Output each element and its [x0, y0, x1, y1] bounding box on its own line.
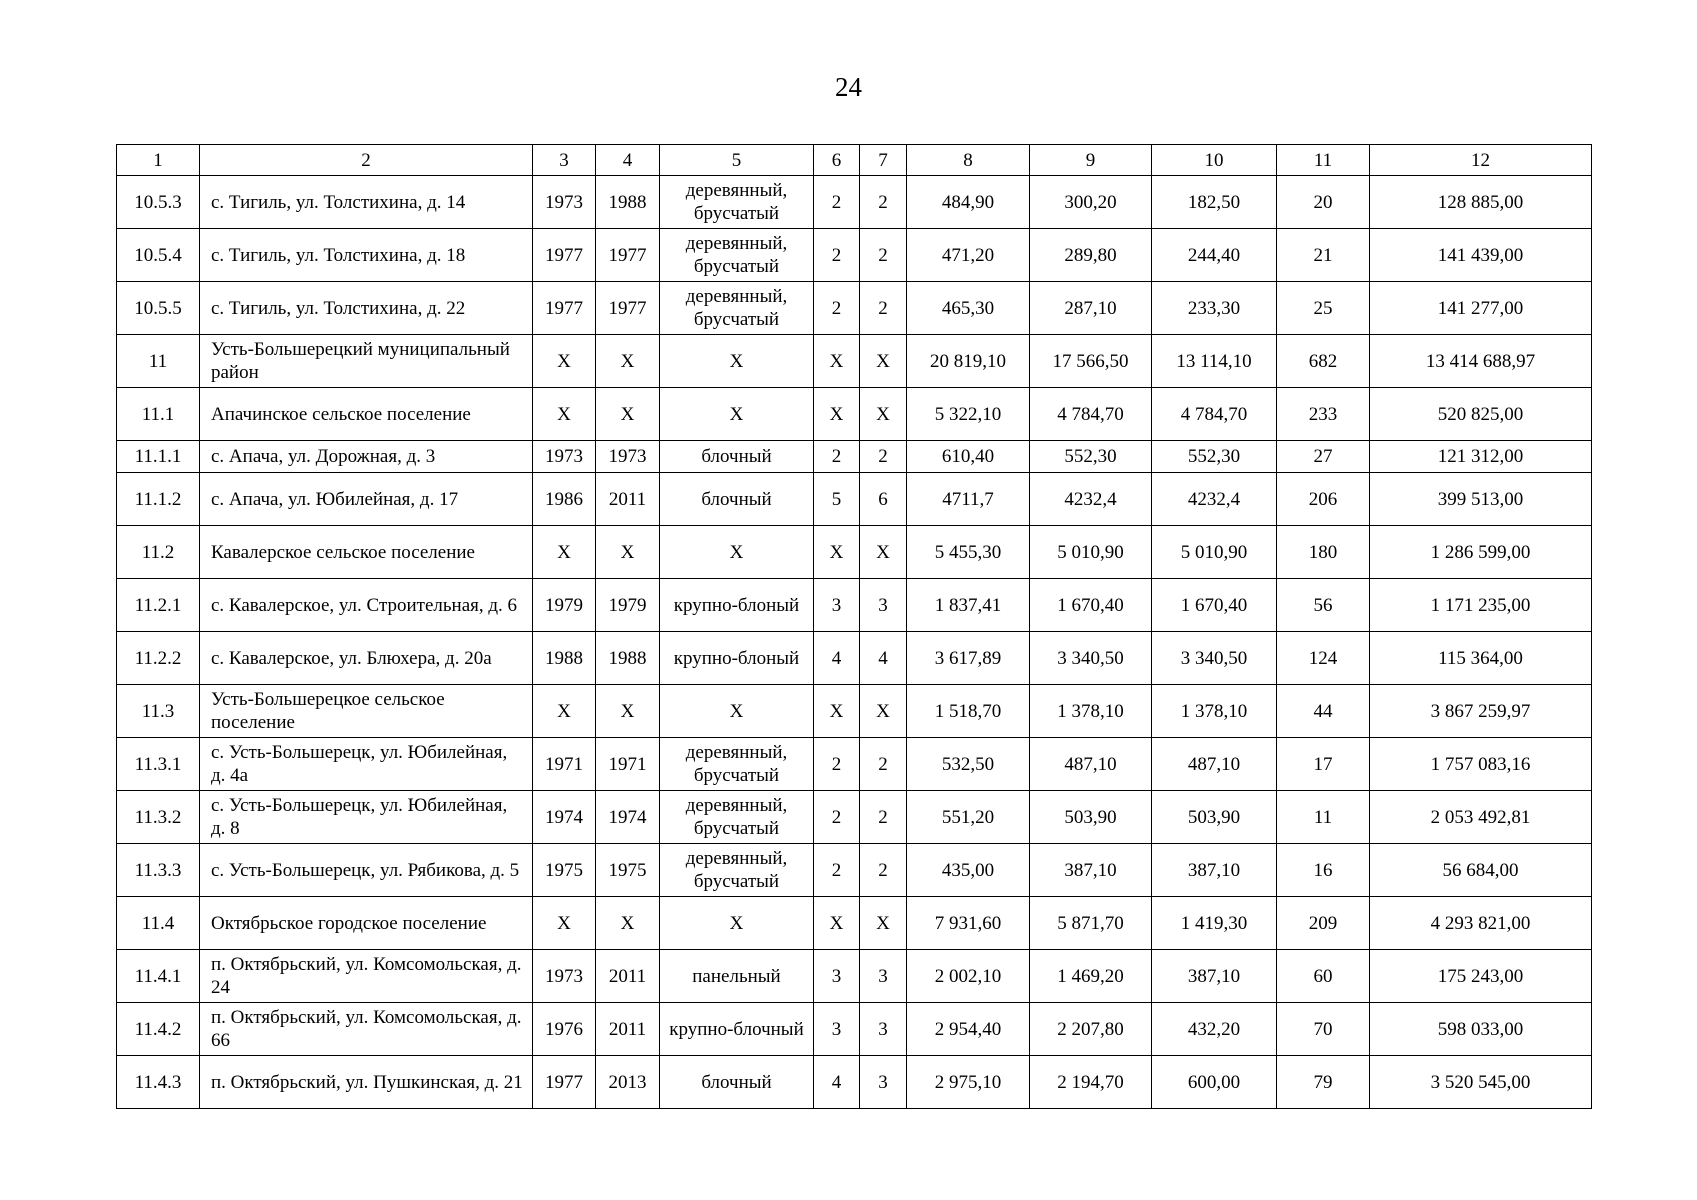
table-cell: 4 784,70 [1152, 388, 1277, 441]
table-cell: 11.2.1 [117, 579, 200, 632]
table-cell: 4 [814, 1056, 860, 1109]
table-cell: 11.2.2 [117, 632, 200, 685]
table-cell: 3 [814, 950, 860, 1003]
table-cell: 484,90 [907, 176, 1030, 229]
table-cell: X [814, 526, 860, 579]
table-cell: 5 010,90 [1030, 526, 1152, 579]
table-cell: 1 670,40 [1030, 579, 1152, 632]
table-cell: 11.4.2 [117, 1003, 200, 1056]
table-cell: 11.3 [117, 685, 200, 738]
table-cell: 2 002,10 [907, 950, 1030, 1003]
table-cell: 11.1.2 [117, 473, 200, 526]
table-cell: X [533, 388, 596, 441]
table-cell: 44 [1277, 685, 1370, 738]
table-row [117, 950, 1592, 1003]
table-cell: 2 [814, 738, 860, 791]
table-cell: 2 [860, 791, 907, 844]
table-cell: 289,80 [1030, 229, 1152, 282]
table-cell: 1988 [533, 632, 596, 685]
table-row [117, 1056, 1592, 1109]
table-cell: 4232,4 [1152, 473, 1277, 526]
table-cell: крупно-блочный [660, 1003, 814, 1056]
table-cell: 3 [860, 1003, 907, 1056]
table-cell: 175 243,00 [1370, 950, 1592, 1003]
table-cell: деревянный, брусчатый [660, 229, 814, 282]
table-cell: 244,40 [1152, 229, 1277, 282]
table-cell: 182,50 [1152, 176, 1277, 229]
table-cell: 5 871,70 [1030, 897, 1152, 950]
table-cell: X [596, 526, 660, 579]
table-row [117, 632, 1592, 685]
page-number: 24 [835, 72, 862, 102]
table-cell: X [860, 685, 907, 738]
table-cell: 2 194,70 [1030, 1056, 1152, 1109]
table-cell: 2011 [596, 473, 660, 526]
table-cell: 1974 [533, 791, 596, 844]
table-cell: 503,90 [1152, 791, 1277, 844]
table-row [117, 685, 1592, 738]
table-cell: X [596, 685, 660, 738]
table-cell: 233,30 [1152, 282, 1277, 335]
table-cell: 233 [1277, 388, 1370, 441]
table-cell: 3 340,50 [1030, 632, 1152, 685]
table-cell: 209 [1277, 897, 1370, 950]
table-cell: Усть-Большерецкое сельское поселение [200, 685, 533, 738]
table-cell: 3 [860, 1056, 907, 1109]
table-cell: 1977 [533, 229, 596, 282]
table-cell: 1974 [596, 791, 660, 844]
table-cell: 1977 [533, 1056, 596, 1109]
table-cell: блочный [660, 441, 814, 473]
table-cell: 11.3.2 [117, 791, 200, 844]
table-row [117, 282, 1592, 335]
table-cell: X [660, 897, 814, 950]
table-row [117, 335, 1592, 388]
table-cell: 4711,7 [907, 473, 1030, 526]
table-cell: 5 455,30 [907, 526, 1030, 579]
table-cell: 121 312,00 [1370, 441, 1592, 473]
table-cell: 471,20 [907, 229, 1030, 282]
table-cell: 2 975,10 [907, 1056, 1030, 1109]
table-cell: 387,10 [1152, 950, 1277, 1003]
table-cell: 206 [1277, 473, 1370, 526]
table-cell: 11.1 [117, 388, 200, 441]
table-row [117, 844, 1592, 897]
table-cell: с. Усть-Большерецк, ул. Рябикова, д. 5 [200, 844, 533, 897]
table-cell: 2011 [596, 1003, 660, 1056]
table-cell: 2 [814, 176, 860, 229]
table-cell: 17 [1277, 738, 1370, 791]
table-cell: 7 931,60 [907, 897, 1030, 950]
column-header: 3 [533, 145, 596, 176]
table-cell: 141 439,00 [1370, 229, 1592, 282]
table-row [117, 526, 1592, 579]
table-cell: панельный [660, 950, 814, 1003]
table-cell: 5 [814, 473, 860, 526]
table-cell: 3 867 259,97 [1370, 685, 1592, 738]
table-cell: 2 954,40 [907, 1003, 1030, 1056]
table-cell: 60 [1277, 950, 1370, 1003]
column-header: 5 [660, 145, 814, 176]
table-cell: с. Тигиль, ул. Толстихина, д. 14 [200, 176, 533, 229]
table-cell: 3 [814, 1003, 860, 1056]
table-cell: X [814, 335, 860, 388]
table-cell: 520 825,00 [1370, 388, 1592, 441]
table-cell: 3 [860, 579, 907, 632]
table-cell: Кавалерское сельское поселение [200, 526, 533, 579]
table-row [117, 441, 1592, 473]
table-cell: 2 [814, 229, 860, 282]
table-cell: 1986 [533, 473, 596, 526]
column-header: 1 [117, 145, 200, 176]
table-cell: 1979 [533, 579, 596, 632]
table-cell: Усть-Большерецкий муниципальный район [200, 335, 533, 388]
table-row [117, 473, 1592, 526]
table-cell: 16 [1277, 844, 1370, 897]
table-cell: 4232,4 [1030, 473, 1152, 526]
table-cell: 20 [1277, 176, 1370, 229]
table-cell: X [533, 526, 596, 579]
table-cell: 6 [860, 473, 907, 526]
column-header: 11 [1277, 145, 1370, 176]
table-cell: 1976 [533, 1003, 596, 1056]
table-cell: п. Октябрьский, ул. Комсомольская, д. 24 [200, 950, 533, 1003]
table-cell: 11.4.1 [117, 950, 200, 1003]
table-cell: 300,20 [1030, 176, 1152, 229]
table-cell: 56 [1277, 579, 1370, 632]
table-cell: X [814, 685, 860, 738]
column-header: 4 [596, 145, 660, 176]
table-cell: 3 617,89 [907, 632, 1030, 685]
table-cell: деревянный, брусчатый [660, 738, 814, 791]
table-cell: 1973 [533, 950, 596, 1003]
table-cell: 1977 [533, 282, 596, 335]
table-cell: X [533, 685, 596, 738]
table-cell: 503,90 [1030, 791, 1152, 844]
table-row [117, 1003, 1592, 1056]
table-cell: 4 [814, 632, 860, 685]
table-cell: 2 [860, 176, 907, 229]
table-cell: блочный [660, 473, 814, 526]
table-cell: 1975 [533, 844, 596, 897]
table-cell: 600,00 [1152, 1056, 1277, 1109]
table-cell: 124 [1277, 632, 1370, 685]
table-cell: 435,00 [907, 844, 1030, 897]
table-cell: 2013 [596, 1056, 660, 1109]
table-cell: 21 [1277, 229, 1370, 282]
table-cell: 3 [860, 950, 907, 1003]
table-cell: X [596, 388, 660, 441]
table-cell: 1988 [596, 176, 660, 229]
table-cell: X [660, 685, 814, 738]
table-cell: 10.5.5 [117, 282, 200, 335]
table-cell: 4 784,70 [1030, 388, 1152, 441]
table-cell: 3 520 545,00 [1370, 1056, 1592, 1109]
table-cell: X [660, 388, 814, 441]
table-cell: 1988 [596, 632, 660, 685]
table-cell: 551,20 [907, 791, 1030, 844]
table-cell: 487,10 [1030, 738, 1152, 791]
table-cell: 2 [814, 791, 860, 844]
table-cell: 11.3.1 [117, 738, 200, 791]
table-cell: 1977 [596, 282, 660, 335]
table-cell: X [533, 897, 596, 950]
table-cell: 1 757 083,16 [1370, 738, 1592, 791]
table-cell: 552,30 [1152, 441, 1277, 473]
table-cell: 2 [814, 844, 860, 897]
table-cell: деревянный, брусчатый [660, 791, 814, 844]
table-cell: 1 378,10 [1152, 685, 1277, 738]
table-cell: с. Апача, ул. Юбилейная, д. 17 [200, 473, 533, 526]
table-cell: 11.3.3 [117, 844, 200, 897]
table-cell: 13 414 688,97 [1370, 335, 1592, 388]
table-cell: 20 819,10 [907, 335, 1030, 388]
table-cell: 2 [860, 282, 907, 335]
table-header-row [117, 145, 1592, 176]
table-cell: 5 322,10 [907, 388, 1030, 441]
table-cell: 4 [860, 632, 907, 685]
table-row [117, 791, 1592, 844]
table-cell: деревянный, брусчатый [660, 176, 814, 229]
table-cell: 387,10 [1030, 844, 1152, 897]
table-cell: 2 [860, 229, 907, 282]
table-cell: 1979 [596, 579, 660, 632]
table-cell: X [660, 335, 814, 388]
table-cell: 2 [860, 441, 907, 473]
table-row [117, 738, 1592, 791]
table-cell: 487,10 [1152, 738, 1277, 791]
column-header: 12 [1370, 145, 1592, 176]
table-cell: с. Кавалерское, ул. Блюхера, д. 20а [200, 632, 533, 685]
table-cell: 11.2 [117, 526, 200, 579]
table-cell: 3 340,50 [1152, 632, 1277, 685]
column-header: 9 [1030, 145, 1152, 176]
table-cell: 13 114,10 [1152, 335, 1277, 388]
table-cell: 180 [1277, 526, 1370, 579]
table-cell: X [596, 897, 660, 950]
table-cell: 10.5.3 [117, 176, 200, 229]
table-cell: 56 684,00 [1370, 844, 1592, 897]
table-cell: X [596, 335, 660, 388]
table-cell: 1971 [533, 738, 596, 791]
table-cell: 1 286 599,00 [1370, 526, 1592, 579]
table-cell: с. Апача, ул. Дорожная, д. 3 [200, 441, 533, 473]
table-cell: с. Усть-Большерецк, ул. Юбилейная, д. 4а [200, 738, 533, 791]
table-cell: 1973 [533, 441, 596, 473]
table-row [117, 229, 1592, 282]
table-cell: X [814, 897, 860, 950]
table-cell: X [533, 335, 596, 388]
table-cell: 27 [1277, 441, 1370, 473]
table-cell: 532,50 [907, 738, 1030, 791]
table-row [117, 579, 1592, 632]
table-cell: 387,10 [1152, 844, 1277, 897]
table-cell: 4 293 821,00 [1370, 897, 1592, 950]
table-cell: 1 837,41 [907, 579, 1030, 632]
table-cell: деревянный, брусчатый [660, 282, 814, 335]
table-cell: 17 566,50 [1030, 335, 1152, 388]
table-row [117, 897, 1592, 950]
table-cell: 287,10 [1030, 282, 1152, 335]
table-cell: 552,30 [1030, 441, 1152, 473]
table-cell: X [860, 897, 907, 950]
column-header: 6 [814, 145, 860, 176]
table-cell: 11.4 [117, 897, 200, 950]
table-cell: 11 [117, 335, 200, 388]
table-row [117, 388, 1592, 441]
table-cell: 682 [1277, 335, 1370, 388]
table-cell: 11.4.3 [117, 1056, 200, 1109]
table-cell: X [814, 388, 860, 441]
table-cell: 399 513,00 [1370, 473, 1592, 526]
table-cell: 115 364,00 [1370, 632, 1592, 685]
table-cell: 432,20 [1152, 1003, 1277, 1056]
table-cell: 11.1.1 [117, 441, 200, 473]
table-cell: с. Усть-Большерецк, ул. Юбилейная, д. 8 [200, 791, 533, 844]
table-cell: X [860, 526, 907, 579]
table-cell: 70 [1277, 1003, 1370, 1056]
table-cell: 1 378,10 [1030, 685, 1152, 738]
table-cell: 1975 [596, 844, 660, 897]
column-header: 7 [860, 145, 907, 176]
table-cell: 1 670,40 [1152, 579, 1277, 632]
column-header: 10 [1152, 145, 1277, 176]
table-cell: 2 053 492,81 [1370, 791, 1592, 844]
table-cell: 2 [814, 282, 860, 335]
table-cell: 1 469,20 [1030, 950, 1152, 1003]
table-cell: 1973 [533, 176, 596, 229]
table-cell: 610,40 [907, 441, 1030, 473]
table-cell: 11 [1277, 791, 1370, 844]
table-cell: 128 885,00 [1370, 176, 1592, 229]
table-cell: 2 [860, 738, 907, 791]
table-cell: 3 [814, 579, 860, 632]
table-cell: 2 207,80 [1030, 1003, 1152, 1056]
table-cell: крупно-блоный [660, 579, 814, 632]
table-cell: 2011 [596, 950, 660, 1003]
table-cell: п. Октябрьский, ул. Пушкинская, д. 21 [200, 1056, 533, 1109]
table-cell: Апачинское сельское поселение [200, 388, 533, 441]
table-cell: деревянный, брусчатый [660, 844, 814, 897]
table-cell: X [860, 335, 907, 388]
table-cell: X [860, 388, 907, 441]
table-cell: 465,30 [907, 282, 1030, 335]
table-cell: 1973 [596, 441, 660, 473]
table-cell: п. Октябрьский, ул. Комсомольская, д. 66 [200, 1003, 533, 1056]
table-cell: 2 [814, 441, 860, 473]
column-header: 2 [200, 145, 533, 176]
table-cell: 25 [1277, 282, 1370, 335]
table-cell: 2 [860, 844, 907, 897]
table-cell: 1 518,70 [907, 685, 1030, 738]
table-cell: 10.5.4 [117, 229, 200, 282]
table-cell: X [660, 526, 814, 579]
table-cell: 5 010,90 [1152, 526, 1277, 579]
table-cell: крупно-блоный [660, 632, 814, 685]
table-cell: 1 419,30 [1152, 897, 1277, 950]
table-row [117, 176, 1592, 229]
table-cell: 1 171 235,00 [1370, 579, 1592, 632]
table-cell: 141 277,00 [1370, 282, 1592, 335]
table-cell: блочный [660, 1056, 814, 1109]
column-header: 8 [907, 145, 1030, 176]
table-cell: 1977 [596, 229, 660, 282]
table-cell: с. Тигиль, ул. Толстихина, д. 22 [200, 282, 533, 335]
table-cell: с. Тигиль, ул. Толстихина, д. 18 [200, 229, 533, 282]
table-cell: Октябрьское городское поселение [200, 897, 533, 950]
table-cell: 1971 [596, 738, 660, 791]
table-cell: с. Кавалерское, ул. Строительная, д. 6 [200, 579, 533, 632]
housing-data-table [116, 144, 1592, 1109]
table-cell: 598 033,00 [1370, 1003, 1592, 1056]
table-cell: 79 [1277, 1056, 1370, 1109]
